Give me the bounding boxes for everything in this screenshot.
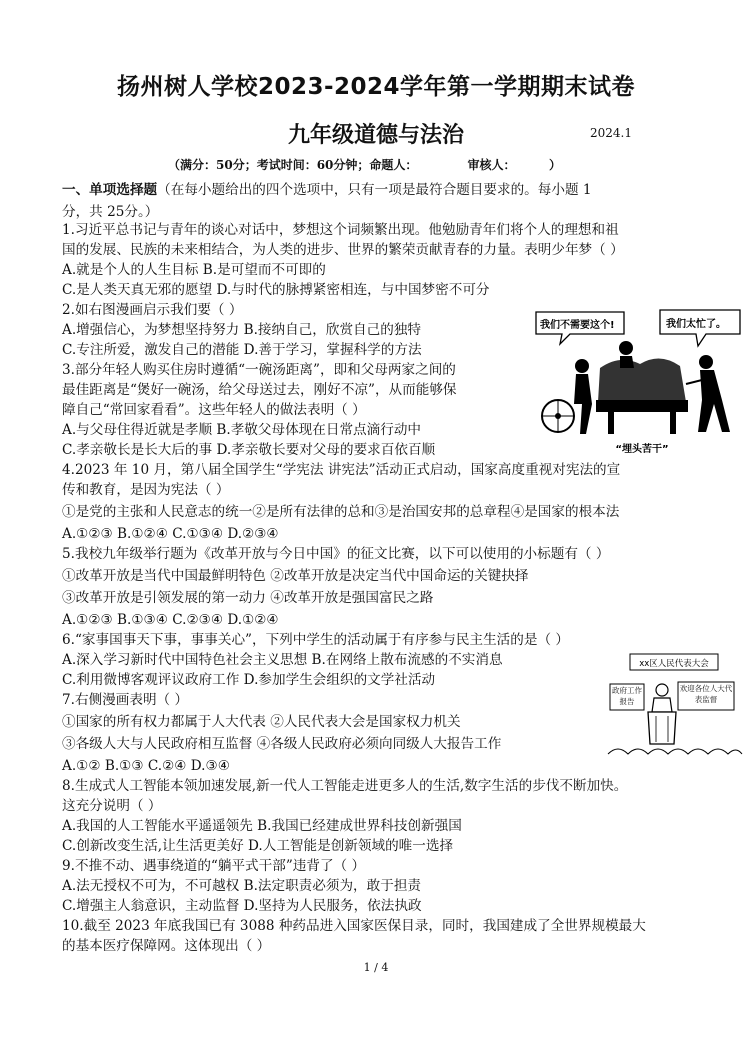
statement-line: ③改革开放是引领发展的第一动力 ④改革开放是强国富民之路 xyxy=(62,590,434,606)
cart-load-icon xyxy=(598,358,686,402)
question-line: 2.如右图漫画启示我们要（ ） xyxy=(62,302,243,318)
pull-rope xyxy=(686,380,702,384)
option-line: C.专注所爱，激发自己的潜能 D.善于学习，掌握科学的方法 xyxy=(62,342,422,358)
question-line: 障自己“常回家看看”。这些年轻人的做法表明（ ） xyxy=(62,402,366,418)
question-line: 1.习近平总书记与青年的谈心对话中，梦想这个词频繁出现。他勉励青年们将个人的理想和祖 xyxy=(62,222,619,238)
question-line: 最佳距离是“煲好一碗汤，给父母送过去，刚好不凉”，从而能够保 xyxy=(62,382,457,398)
question-line: 9.不推不动、遇事绕道的“躺平式干部”违背了（ ） xyxy=(62,858,366,874)
report-sign-text: 政府工作报告 xyxy=(612,686,642,706)
exam-date: 2024.1 xyxy=(590,126,632,140)
option-line: C.孝亲敬长是长大后的事 D.孝亲敬长要对父母的要求百依百顺 xyxy=(62,442,436,458)
option-line: A.增强信心，为梦想坚持努力 B.接纳自己，欣赏自己的独特 xyxy=(62,322,422,338)
person-icon xyxy=(698,355,730,432)
section-heading-line xyxy=(62,180,592,200)
question-line: 3.部分年轻人购买住房时遵循“一碗汤距离”，即和父母两家之间的 xyxy=(62,362,456,378)
podium-icon xyxy=(648,712,676,744)
person-icon xyxy=(574,359,592,434)
option-line: A.法无授权不可为，不可越权 B.法定职责必须为，敢于担责 xyxy=(62,878,422,894)
question-line: 这充分说明（ ） xyxy=(62,798,162,814)
option-line: A.深入学习新时代中国特色社会主义思想 B.在网络上散布流感的不实消息 xyxy=(62,652,503,668)
speaker-icon xyxy=(652,684,672,712)
question-line: 7.右侧漫画表明（ ） xyxy=(62,692,189,708)
audience-heads xyxy=(608,749,742,754)
statement-line: ①国家的所有权力都属于人大代表 ②人民代表大会是国家权力机关 xyxy=(62,714,461,730)
welcome-sign-label xyxy=(679,683,733,709)
cartoon-hard-work xyxy=(530,304,746,460)
option-line: C.增强主人翁意识，主动监督 D.坚持为人民服务，依法执政 xyxy=(62,898,422,914)
question-line: 国的发展、民族的未来相结合，为人类的进步、世界的繁荣贡献青春的力量。表明少年梦（ ） xyxy=(62,242,624,258)
option-line: C.是人类天真无邪的愿望 D.与时代的脉搏紧密相连，与中国梦密不可分 xyxy=(62,282,490,298)
statement-line: ③各级人大与人民政府相互监督 ④各级人民政府必须向同级人大报告工作 xyxy=(62,736,502,752)
question-line: 传和教育，是因为宪法（ ） xyxy=(62,482,230,498)
option-line: C.创新改变生活,让生活更美好 D.人工智能是创新领域的唯一选择 xyxy=(62,838,454,854)
question-line: 的基本医疗保障网。这体现出（ ） xyxy=(62,938,271,954)
exam-meta: （满分：50分；考试时间：60分钟；命题人： 审核人： ） xyxy=(168,158,561,172)
bubble-right-text: 我们太忙了。 xyxy=(666,319,726,330)
banner-text: xx区人民代表大会 xyxy=(639,659,709,669)
question-line: 6.“家事国事天下事，事事关心”，下列中学生的活动属于有序参与民主生活的是（ ） xyxy=(62,632,569,648)
option-line: A.①② B.①③ C.②④ D.③④ xyxy=(62,758,230,774)
page-number: 1 / 4 xyxy=(363,961,389,974)
option-line: C.利用微博客观评议政府工作 D.参加学生会组织的文学社活动 xyxy=(62,672,436,688)
exam-subject: 九年级道德与法治 xyxy=(287,123,464,148)
statement-line: ①是党的主张和人民意志的统一②是所有法律的总和③是治国安邦的总章程④是国家的根本法 xyxy=(62,504,620,520)
cart-leg xyxy=(670,412,676,434)
option-line: A.就是个人的人生目标 B.是可望而不可即的 xyxy=(62,262,326,278)
cartoon-peoples-congress xyxy=(604,650,744,758)
option-line: A.①②③ B.①③④ C.②③④ D.①②④ xyxy=(62,612,279,628)
question-line: 10.截至 2023 年底我国已有 3088 种药品进入国家医保目录，同时，我国建成了全世界规模最大 xyxy=(62,918,646,934)
cartoon-caption: “埋头苦干” xyxy=(615,444,669,455)
cart-body xyxy=(596,400,688,412)
section-heading: 一、单项选择题 xyxy=(62,182,158,198)
question-line: 4.2023 年 10 月，第八届全国学生“学宪法 讲宪法”活动正式启动，国家高度重视对宪法的宣 xyxy=(62,462,621,478)
option-line: A.①②③ B.①②④ C.①③④ D.②③④ xyxy=(62,526,279,542)
report-sign-label xyxy=(611,685,643,709)
section-instruction: （在每小题给出的四个选项中，只有一项是最符合题目要求的。每小题 1 xyxy=(157,182,592,198)
person-icon xyxy=(619,341,634,368)
welcome-sign-text: 欢迎各位人大代表监督 xyxy=(679,684,733,704)
question-line: 8.生成式人工智能本领加速发展,新一代人工智能走进更多人的生活,数字生活的步伐不断加快。 xyxy=(62,778,628,794)
statement-line: ①改革开放是当代中国最鲜明特色 ②改革开放是决定当代中国命运的关键抉择 xyxy=(62,568,529,584)
exam-title: 扬州树人学校2023-2024学年第一学期期末试卷 xyxy=(116,74,636,100)
option-line: A.我国的人工智能水平遥遥领先 B.我国已经建成世界科技创新强国 xyxy=(62,818,462,834)
section-instruction-2: 分，共 25分。） xyxy=(62,204,159,220)
question-line: 5.我校九年级举行题为《改革开放与今日中国》的征文比赛，以下可以使用的小标题有（ ） xyxy=(62,546,610,562)
cart-leg xyxy=(608,412,614,434)
option-line: A.与父母住得近就是孝顺 B.孝敬父母体现在日常点滴行动中 xyxy=(62,422,422,438)
bubble-left-text: 我们不需要这个! xyxy=(540,320,615,331)
